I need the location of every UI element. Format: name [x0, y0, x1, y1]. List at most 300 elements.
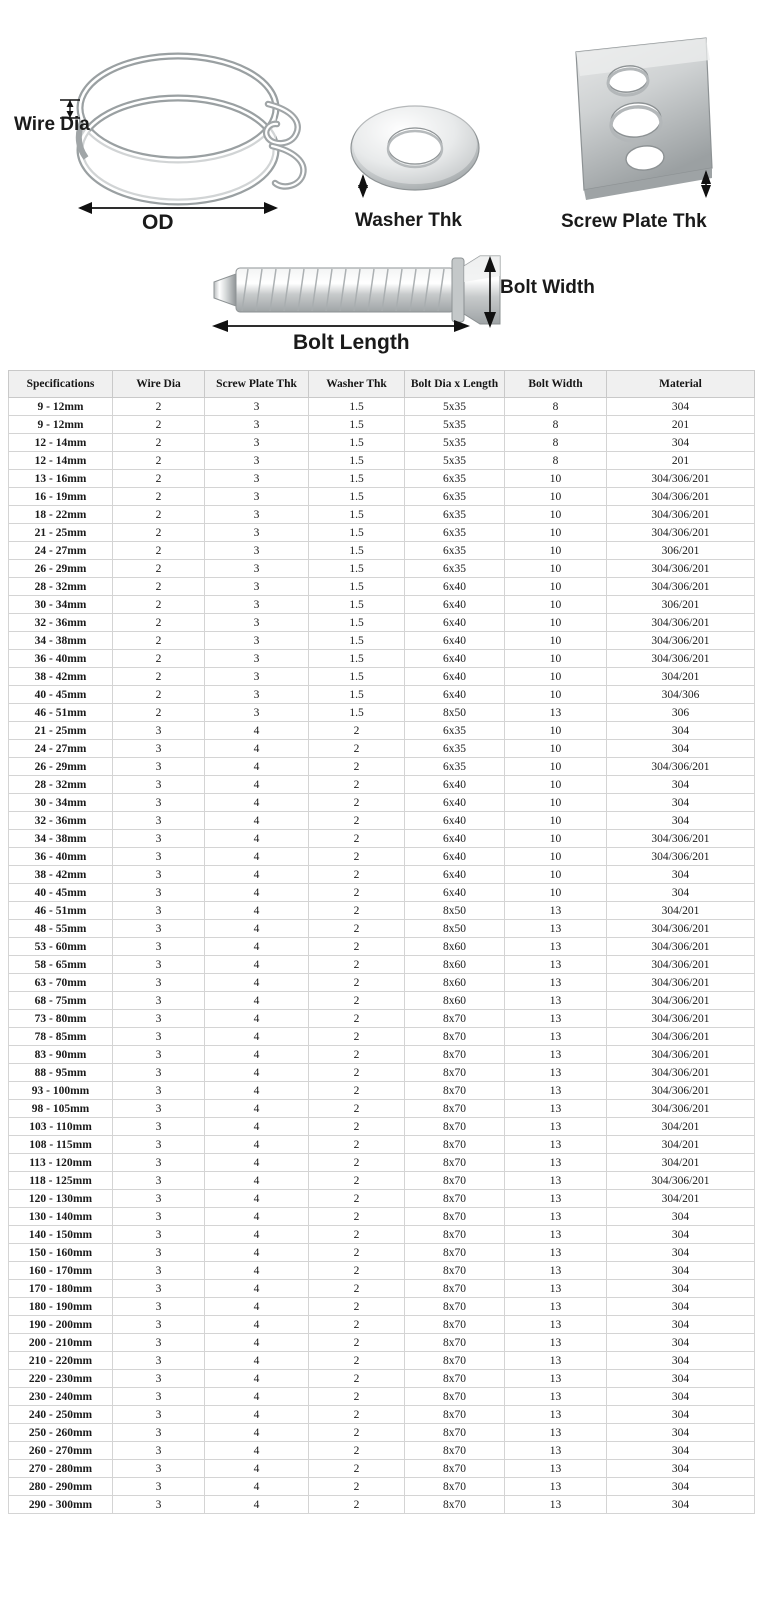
- table-cell: 6x35: [405, 506, 505, 524]
- screw-plate-thk-label: Screw Plate Thk: [561, 211, 707, 232]
- table-cell: 4: [205, 1334, 309, 1352]
- cell-specification: 24 - 27mm: [9, 740, 113, 758]
- table-cell: 304/201: [607, 902, 755, 920]
- table-row: [9, 596, 755, 614]
- table-cell: 304/306/201: [607, 506, 755, 524]
- table-cell: 2: [309, 1100, 405, 1118]
- table-cell: 13: [505, 1226, 607, 1244]
- table-cell: 3: [113, 902, 205, 920]
- table-cell: 4: [205, 1460, 309, 1478]
- table-row: [9, 1280, 755, 1298]
- table-cell: 3: [113, 1244, 205, 1262]
- table-cell: 304/306/201: [607, 578, 755, 596]
- table-cell: 2: [309, 992, 405, 1010]
- table-cell: 1.5: [309, 524, 405, 542]
- table-cell: 2: [113, 506, 205, 524]
- table-cell: 3: [113, 938, 205, 956]
- diagram-artwork: [0, 0, 762, 370]
- cell-specification: 36 - 40mm: [9, 650, 113, 668]
- table-row: [9, 1316, 755, 1334]
- table-row: [9, 1478, 755, 1496]
- cell-specification: 83 - 90mm: [9, 1046, 113, 1064]
- table-cell: 8x70: [405, 1316, 505, 1334]
- table-cell: 2: [113, 668, 205, 686]
- table-cell: 304/201: [607, 1154, 755, 1172]
- table-cell: 4: [205, 1424, 309, 1442]
- table-cell: 304/306/201: [607, 488, 755, 506]
- table-cell: 1.5: [309, 416, 405, 434]
- table-cell: 3: [113, 1298, 205, 1316]
- table-cell: 13: [505, 1190, 607, 1208]
- table-cell: 2: [309, 1190, 405, 1208]
- table-cell: 3: [113, 1100, 205, 1118]
- table-cell: 4: [205, 884, 309, 902]
- table-cell: 8x70: [405, 1028, 505, 1046]
- screw-plate-illustration: [576, 38, 712, 200]
- table-cell: 2: [309, 1244, 405, 1262]
- table-cell: 5x35: [405, 434, 505, 452]
- table-cell: 3: [205, 506, 309, 524]
- table-cell: 13: [505, 1478, 607, 1496]
- cell-specification: 68 - 75mm: [9, 992, 113, 1010]
- table-cell: 10: [505, 524, 607, 542]
- column-header-5: Bolt Width: [505, 371, 607, 398]
- table-cell: 4: [205, 1298, 309, 1316]
- table-cell: 304/306/201: [607, 830, 755, 848]
- table-cell: 2: [309, 1046, 405, 1064]
- table-cell: 6x35: [405, 758, 505, 776]
- table-cell: 2: [113, 488, 205, 506]
- table-cell: 13: [505, 1352, 607, 1370]
- table-cell: 8x60: [405, 956, 505, 974]
- table-cell: 2: [309, 1478, 405, 1496]
- table-cell: 4: [205, 956, 309, 974]
- table-row: [9, 1208, 755, 1226]
- table-cell: 13: [505, 1028, 607, 1046]
- table-cell: 5x35: [405, 398, 505, 416]
- table-cell: 1.5: [309, 434, 405, 452]
- table-cell: 304: [607, 398, 755, 416]
- table-cell: 304/306/201: [607, 848, 755, 866]
- cell-specification: 48 - 55mm: [9, 920, 113, 938]
- specifications-table: [8, 370, 755, 1514]
- table-cell: 8x50: [405, 704, 505, 722]
- table-cell: 13: [505, 974, 607, 992]
- table-cell: 306/201: [607, 542, 755, 560]
- table-cell: 2: [309, 1316, 405, 1334]
- table-cell: 4: [205, 1100, 309, 1118]
- table-cell: 8x70: [405, 1082, 505, 1100]
- cell-specification: 240 - 250mm: [9, 1406, 113, 1424]
- table-cell: 304/306/201: [607, 632, 755, 650]
- cell-specification: 30 - 34mm: [9, 596, 113, 614]
- table-cell: 10: [505, 740, 607, 758]
- table-row: [9, 1388, 755, 1406]
- table-cell: 6x35: [405, 524, 505, 542]
- table-cell: 2: [309, 1082, 405, 1100]
- table-cell: 4: [205, 1172, 309, 1190]
- table-cell: 3: [113, 1028, 205, 1046]
- table-cell: 304/306/201: [607, 650, 755, 668]
- table-row: [9, 1154, 755, 1172]
- cell-specification: 270 - 280mm: [9, 1460, 113, 1478]
- table-row: [9, 542, 755, 560]
- table-cell: 201: [607, 452, 755, 470]
- table-cell: 2: [113, 398, 205, 416]
- table-cell: 2: [309, 722, 405, 740]
- table-cell: 304/306/201: [607, 524, 755, 542]
- cell-specification: 63 - 70mm: [9, 974, 113, 992]
- table-cell: 4: [205, 1064, 309, 1082]
- table-cell: 2: [309, 902, 405, 920]
- table-cell: 10: [505, 722, 607, 740]
- table-cell: 10: [505, 866, 607, 884]
- table-cell: 6x35: [405, 488, 505, 506]
- table-cell: 4: [205, 1028, 309, 1046]
- table-cell: 13: [505, 1460, 607, 1478]
- table-cell: 8x70: [405, 1496, 505, 1514]
- table-cell: 4: [205, 1208, 309, 1226]
- table-cell: 3: [113, 1046, 205, 1064]
- cell-specification: 12 - 14mm: [9, 434, 113, 452]
- table-cell: 13: [505, 1334, 607, 1352]
- table-cell: 304/306/201: [607, 560, 755, 578]
- table-cell: 2: [309, 1388, 405, 1406]
- table-cell: 2: [309, 830, 405, 848]
- table-cell: 3: [113, 1118, 205, 1136]
- table-cell: 4: [205, 938, 309, 956]
- table-row: [9, 1172, 755, 1190]
- table-cell: 2: [309, 1136, 405, 1154]
- table-cell: 13: [505, 1406, 607, 1424]
- table-cell: 2: [309, 758, 405, 776]
- table-cell: 8x70: [405, 1280, 505, 1298]
- table-cell: 304: [607, 740, 755, 758]
- table-cell: 8x70: [405, 1352, 505, 1370]
- table-cell: 10: [505, 470, 607, 488]
- table-cell: 6x40: [405, 668, 505, 686]
- table-cell: 2: [309, 1010, 405, 1028]
- table-row: [9, 452, 755, 470]
- table-cell: 3: [113, 974, 205, 992]
- cell-specification: 40 - 45mm: [9, 686, 113, 704]
- cell-specification: 108 - 115mm: [9, 1136, 113, 1154]
- table-cell: 1.5: [309, 578, 405, 596]
- table-row: [9, 956, 755, 974]
- table-row: [9, 920, 755, 938]
- table-cell: 13: [505, 920, 607, 938]
- table-cell: 4: [205, 1388, 309, 1406]
- table-row: [9, 866, 755, 884]
- cell-specification: 13 - 16mm: [9, 470, 113, 488]
- table-cell: 1.5: [309, 704, 405, 722]
- table-cell: 2: [309, 1280, 405, 1298]
- bolt-illustration: [214, 256, 500, 324]
- table-cell: 3: [205, 650, 309, 668]
- table-cell: 13: [505, 1424, 607, 1442]
- table-row: [9, 1298, 755, 1316]
- cell-specification: 21 - 25mm: [9, 722, 113, 740]
- table-cell: 1.5: [309, 632, 405, 650]
- table-cell: 304: [607, 1460, 755, 1478]
- table-cell: 2: [309, 1352, 405, 1370]
- cell-specification: 58 - 65mm: [9, 956, 113, 974]
- table-cell: 13: [505, 1298, 607, 1316]
- table-row: [9, 1442, 755, 1460]
- table-cell: 10: [505, 758, 607, 776]
- table-cell: 6x40: [405, 812, 505, 830]
- table-cell: 304/306/201: [607, 920, 755, 938]
- column-header-2: Screw Plate Thk: [205, 371, 309, 398]
- table-row: [9, 398, 755, 416]
- column-header-3: Washer Thk: [309, 371, 405, 398]
- table-row: [9, 992, 755, 1010]
- cell-specification: 26 - 29mm: [9, 560, 113, 578]
- table-cell: 304/306/201: [607, 992, 755, 1010]
- table-cell: 10: [505, 578, 607, 596]
- table-cell: 2: [309, 1118, 405, 1136]
- table-cell: 304/306/201: [607, 974, 755, 992]
- table-cell: 6x40: [405, 776, 505, 794]
- table-row: [9, 1262, 755, 1280]
- table-row: [9, 794, 755, 812]
- table-cell: 2: [113, 632, 205, 650]
- table-cell: 2: [113, 686, 205, 704]
- table-cell: 2: [113, 704, 205, 722]
- table-cell: 304: [607, 434, 755, 452]
- table-cell: 1.5: [309, 506, 405, 524]
- table-cell: 2: [309, 1154, 405, 1172]
- table-cell: 3: [113, 992, 205, 1010]
- table-cell: 3: [113, 1262, 205, 1280]
- table-cell: 4: [205, 992, 309, 1010]
- table-cell: 1.5: [309, 560, 405, 578]
- cell-specification: 98 - 105mm: [9, 1100, 113, 1118]
- table-cell: 3: [113, 1136, 205, 1154]
- table-row: [9, 614, 755, 632]
- table-cell: 2: [309, 1442, 405, 1460]
- cell-specification: 180 - 190mm: [9, 1298, 113, 1316]
- table-cell: 2: [113, 614, 205, 632]
- cell-specification: 28 - 32mm: [9, 578, 113, 596]
- table-cell: 13: [505, 902, 607, 920]
- table-cell: 3: [205, 686, 309, 704]
- table-cell: 2: [309, 740, 405, 758]
- column-header-6: Material: [607, 371, 755, 398]
- table-row: [9, 1190, 755, 1208]
- table-cell: 8x60: [405, 974, 505, 992]
- table-row: [9, 1100, 755, 1118]
- cell-specification: 18 - 22mm: [9, 506, 113, 524]
- table-row: [9, 722, 755, 740]
- table-cell: 2: [309, 794, 405, 812]
- table-cell: 6x35: [405, 470, 505, 488]
- table-cell: 3: [205, 488, 309, 506]
- table-cell: 4: [205, 920, 309, 938]
- table-cell: 8x70: [405, 1262, 505, 1280]
- table-cell: 4: [205, 1136, 309, 1154]
- table-cell: 10: [505, 506, 607, 524]
- table-cell: 8x70: [405, 1406, 505, 1424]
- table-cell: 3: [205, 542, 309, 560]
- column-header-4: Bolt Dia x Length: [405, 371, 505, 398]
- table-cell: 1.5: [309, 452, 405, 470]
- table-cell: 3: [113, 884, 205, 902]
- table-row: [9, 1028, 755, 1046]
- table-row: [9, 668, 755, 686]
- table-cell: 1.5: [309, 596, 405, 614]
- table-row: [9, 1370, 755, 1388]
- column-header-1: Wire Dia: [113, 371, 205, 398]
- table-cell: 3: [205, 596, 309, 614]
- table-row: [9, 470, 755, 488]
- table-cell: 2: [113, 416, 205, 434]
- cell-specification: 53 - 60mm: [9, 938, 113, 956]
- table-cell: 8x70: [405, 1100, 505, 1118]
- table-cell: 2: [309, 884, 405, 902]
- table-cell: 3: [113, 758, 205, 776]
- cell-specification: 113 - 120mm: [9, 1154, 113, 1172]
- table-cell: 6x40: [405, 830, 505, 848]
- table-cell: 1.5: [309, 650, 405, 668]
- cell-specification: 30 - 34mm: [9, 794, 113, 812]
- table-cell: 3: [113, 1154, 205, 1172]
- table-cell: 6x40: [405, 686, 505, 704]
- cell-specification: 34 - 38mm: [9, 830, 113, 848]
- table-cell: 4: [205, 758, 309, 776]
- table-cell: 3: [113, 740, 205, 758]
- table-cell: 304: [607, 1244, 755, 1262]
- table-cell: 13: [505, 938, 607, 956]
- table-row: [9, 1334, 755, 1352]
- table-cell: 304: [607, 866, 755, 884]
- table-cell: 304/306/201: [607, 758, 755, 776]
- cell-specification: 32 - 36mm: [9, 614, 113, 632]
- table-row: [9, 434, 755, 452]
- table-cell: 304: [607, 884, 755, 902]
- table-cell: 2: [113, 596, 205, 614]
- table-row: [9, 1046, 755, 1064]
- table-cell: 13: [505, 1172, 607, 1190]
- table-cell: 3: [113, 866, 205, 884]
- table-cell: 304/201: [607, 668, 755, 686]
- cell-specification: 160 - 170mm: [9, 1262, 113, 1280]
- bolt-length-label: Bolt Length: [293, 331, 410, 354]
- cell-specification: 230 - 240mm: [9, 1388, 113, 1406]
- table-cell: 2: [113, 452, 205, 470]
- wire-dia-label: Wire Dia: [14, 114, 90, 135]
- table-cell: 13: [505, 704, 607, 722]
- table-cell: 2: [309, 1262, 405, 1280]
- table-cell: 13: [505, 1118, 607, 1136]
- table-cell: 304: [607, 1316, 755, 1334]
- table-cell: 304: [607, 794, 755, 812]
- table-row: [9, 812, 755, 830]
- table-row: [9, 650, 755, 668]
- table-cell: 304/201: [607, 1190, 755, 1208]
- table-cell: 4: [205, 1046, 309, 1064]
- table-row: [9, 488, 755, 506]
- table-row: [9, 848, 755, 866]
- table-cell: 304: [607, 1442, 755, 1460]
- table-cell: 304/306/201: [607, 614, 755, 632]
- table-row: [9, 560, 755, 578]
- cell-specification: 93 - 100mm: [9, 1082, 113, 1100]
- table-row: [9, 938, 755, 956]
- cell-specification: 12 - 14mm: [9, 452, 113, 470]
- cell-specification: 260 - 270mm: [9, 1442, 113, 1460]
- table-row: [9, 578, 755, 596]
- table-cell: 4: [205, 740, 309, 758]
- cell-specification: 32 - 36mm: [9, 812, 113, 830]
- table-cell: 4: [205, 1316, 309, 1334]
- table-cell: 13: [505, 1280, 607, 1298]
- table-cell: 13: [505, 992, 607, 1010]
- table-cell: 3: [113, 1208, 205, 1226]
- washer-thk-dimension: [358, 174, 368, 198]
- cell-specification: 26 - 29mm: [9, 758, 113, 776]
- table-cell: 13: [505, 1064, 607, 1082]
- table-cell: 13: [505, 1262, 607, 1280]
- table-cell: 3: [205, 434, 309, 452]
- table-cell: 13: [505, 1388, 607, 1406]
- table-cell: 304: [607, 1388, 755, 1406]
- washer-thk-label: Washer Thk: [355, 210, 462, 231]
- table-row: [9, 740, 755, 758]
- table-cell: 6x40: [405, 794, 505, 812]
- table-cell: 6x35: [405, 542, 505, 560]
- table-cell: 3: [113, 1388, 205, 1406]
- table-cell: 10: [505, 812, 607, 830]
- table-cell: 13: [505, 1244, 607, 1262]
- table-cell: 4: [205, 1442, 309, 1460]
- table-cell: 4: [205, 1118, 309, 1136]
- specifications-table-wrapper: [0, 370, 762, 1518]
- table-cell: 304/306/201: [607, 1100, 755, 1118]
- table-cell: 2: [309, 1226, 405, 1244]
- cell-specification: 38 - 42mm: [9, 866, 113, 884]
- cell-specification: 200 - 210mm: [9, 1334, 113, 1352]
- table-cell: 6x35: [405, 560, 505, 578]
- table-cell: 3: [205, 614, 309, 632]
- cell-specification: 73 - 80mm: [9, 1010, 113, 1028]
- table-cell: 4: [205, 1280, 309, 1298]
- table-cell: 10: [505, 794, 607, 812]
- table-cell: 3: [113, 1370, 205, 1388]
- table-cell: 3: [113, 830, 205, 848]
- table-row: [9, 1460, 755, 1478]
- table-cell: 13: [505, 1442, 607, 1460]
- table-cell: 304/306: [607, 686, 755, 704]
- table-cell: 13: [505, 1208, 607, 1226]
- cell-specification: 170 - 180mm: [9, 1280, 113, 1298]
- table-cell: 304: [607, 722, 755, 740]
- table-cell: 6x40: [405, 650, 505, 668]
- table-cell: 8x70: [405, 1298, 505, 1316]
- table-cell: 2: [113, 650, 205, 668]
- table-cell: 3: [205, 470, 309, 488]
- table-row: [9, 974, 755, 992]
- table-cell: 13: [505, 1370, 607, 1388]
- table-cell: 4: [205, 776, 309, 794]
- table-cell: 10: [505, 848, 607, 866]
- table-cell: 3: [113, 722, 205, 740]
- table-cell: 8x70: [405, 1154, 505, 1172]
- table-cell: 3: [113, 1064, 205, 1082]
- table-cell: 3: [113, 1442, 205, 1460]
- table-cell: 2: [309, 866, 405, 884]
- table-row: [9, 1136, 755, 1154]
